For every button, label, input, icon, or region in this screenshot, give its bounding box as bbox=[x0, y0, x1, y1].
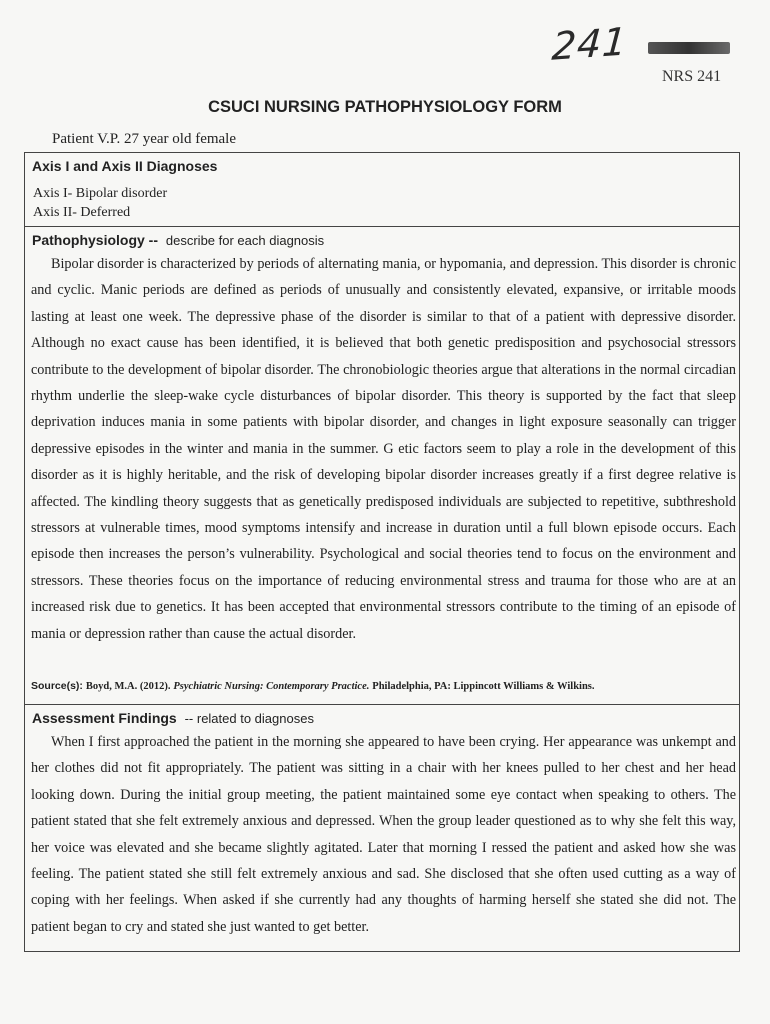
source-publisher: Philadelphia, PA: Lippincott Williams & Wilkins. bbox=[372, 681, 595, 692]
axis-i-diagnosis: Axis I- Bipolar disorder bbox=[33, 186, 168, 201]
assessment-findings-section bbox=[25, 705, 739, 951]
assessment-heading bbox=[32, 710, 314, 726]
source-citation bbox=[31, 680, 595, 692]
pathophysiology-heading bbox=[32, 232, 324, 248]
source-book-title: Psychiatric Nursing: Contemporary Practice. bbox=[173, 681, 370, 692]
handwritten-course-number: 241 bbox=[550, 19, 629, 69]
assessment-hint: -- related to diagnoses bbox=[184, 711, 314, 726]
patient-info: Patient V.P. 27 year old female bbox=[52, 131, 236, 147]
pathophysiology-title: Pathophysiology -- bbox=[32, 232, 158, 248]
assessment-title: Assessment Findings bbox=[32, 710, 177, 726]
course-code: NRS 241 bbox=[662, 68, 722, 85]
pathophysiology-hint: describe for each diagnosis bbox=[165, 233, 325, 248]
form-title: CSUCI NURSING PATHOPHYSIOLOGY FORM bbox=[208, 98, 562, 116]
form-table bbox=[24, 152, 740, 952]
source-label: Source(s): bbox=[31, 680, 83, 692]
source-author: Boyd, M.A. (2012). bbox=[85, 681, 171, 692]
pathophysiology-text: Bipolar disorder is characterized by periods of alternating mania, or hypomania, and depression. This disorder is chronic and cyclic. Manic periods are defined as periods of unusually and consistently elevated, expansive, or irritable moods lasting at least one week. The depressive phase of the disorder is similar to that of a patient with depressive disorder. Although no exact cause has been identified, it is believed that both genetic predisposition and psychosocial stressors contribute to the development of bipolar disorder. The chronobiologic theories argue that alterations in the normal circadian rhythm underlie the sleep-wake cycle disturbances of bipolar disorder. This theory is supported by the fact that sleep deprivation induces mania in some patients with bipolar disorder, and changes in light exposure seasonally can trigger depressive episodes in the winter and mania in the summer. G etic factors seem to play a role in the development of this disorder as it is highly heritable, and the risk of developing bipolar disorder increases greatly if a first degree relative is affected. The kindling theory suggests that as genetically predisposed individuals are subjected to repetitive, subthreshold stressors at vulnerable times, mood symptoms intensify and increase in duration until a full blown episode occurs. Each episode then increases the person’s vulnerability. Psychological and social theories tend to focus on the environment and stressors. These theories focus on the importance of reducing environmental stress and trauma for those who are at an increased risk due to genetics. It has been accepted that environmental stressors contribute to the timing of an episode of mania or depression rather than cause the actual disorder. bbox=[31, 256, 736, 642]
axis-ii-diagnosis: Axis II- Deferred bbox=[33, 205, 131, 220]
axis-diagnoses-section bbox=[25, 153, 739, 227]
pathophysiology-section bbox=[25, 227, 739, 705]
assessment-text: When I first approached the patient in the morning she appeared to have been crying. Her appearance was unkempt and her clothes did not fit appropriately. The patient was sitting in a chair with her knees pulled to her chest and her head looking down. During the initial group meeting, the patient maintained some eye contact when speaking to others. The patient stated that she felt extremely anxious and depressed. When the group leader questioned as to why she felt this way, her voice was elevated and she became slightly agitated. Later that morning I ressed the patient and asked how she was feeling. The patient stated she still felt extremely anxious and sad. She disclosed that she often used cutting as a way of coping with her feelings. When asked if she currently had any thoughts of harming herself she stated she did not. The patient began to cry and stated she just wanted to get better. bbox=[31, 734, 736, 935]
axis-heading: Axis I and Axis II Diagnoses bbox=[32, 158, 218, 174]
redaction-mark bbox=[648, 42, 730, 54]
